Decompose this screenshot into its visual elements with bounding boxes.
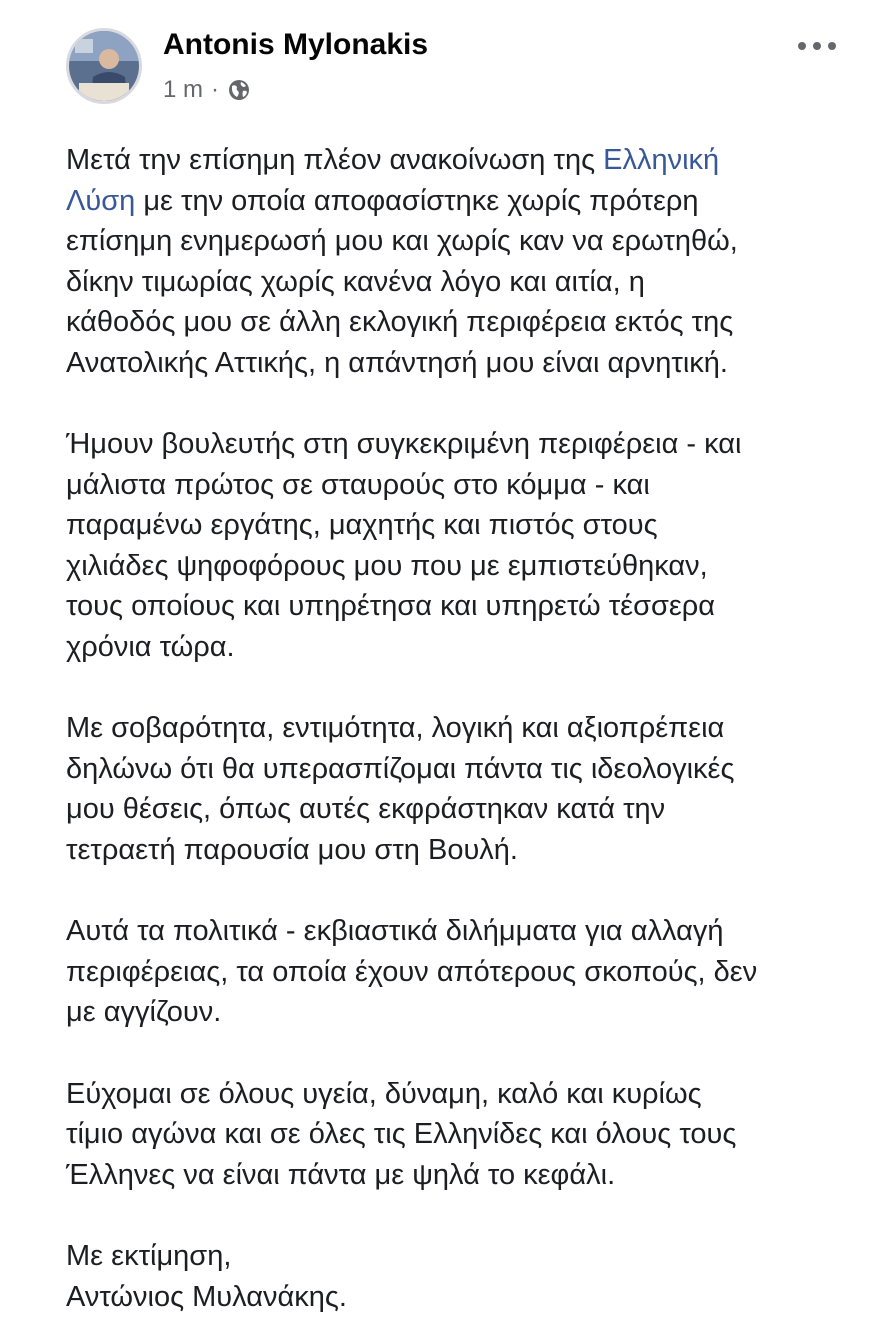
post-line: [66, 546, 856, 587]
line-text: Με σοβαρότητα, εντιμότητα, λογική και αξιοπρέπεια: [66, 712, 725, 744]
author-name[interactable]: Antonis Mylonakis: [163, 28, 429, 61]
line-text: επίσημη ενημερωσή μου και χωρίς καν να ερωτηθώ,: [66, 225, 738, 257]
line-text: χρόνια τώρα.: [66, 630, 235, 663]
globe-icon[interactable]: [227, 78, 251, 102]
post-line: [66, 140, 856, 181]
post-header: [66, 26, 880, 116]
post-line: [66, 992, 856, 1033]
post-line: [66, 1155, 856, 1196]
line-text: Έλληνες να είναι πάντα με ψηλά το κεφάλι.: [66, 1158, 616, 1191]
post-line: [66, 789, 856, 830]
post-line: [66, 952, 856, 993]
post-line: [66, 221, 856, 262]
line-text: Ήμουν βουλευτής στη συγκεκριμένη περιφέρεια - και: [66, 428, 742, 460]
post-line: [66, 1236, 856, 1277]
post-line: [66, 505, 856, 546]
post-paragraph: [66, 1236, 856, 1317]
line-text: μάλιστα πρώτος σε σταυρούς στο κόμμα - και: [66, 468, 650, 501]
post-line: [66, 1114, 856, 1155]
post-paragraph: [66, 140, 856, 383]
post-line: [66, 586, 856, 627]
line-text: δηλώνω ότι θα υπερασπίζομαι πάντα τις ιδεολογικές: [66, 752, 735, 785]
post-paragraph: [66, 708, 856, 870]
line-text: Αυτά τα πολιτικά - εκβιαστικά διλήμματα για αλλαγή: [66, 915, 724, 947]
meta-separator: ·: [211, 76, 220, 103]
line-text: Μετά την επίσημη πλέον ανακοίνωση της: [66, 144, 604, 176]
avatar-photo-icon: [69, 31, 139, 101]
post-paragraph: [66, 911, 856, 1033]
avatar[interactable]: [66, 28, 142, 104]
post-line: [66, 424, 856, 465]
line-text: τετραετή παρουσία μου στη Βουλή.: [66, 833, 518, 866]
line-text: Αντώνιος Μυλανάκης.: [66, 1280, 347, 1313]
line-text: δίκην τιμωρίας χωρίς κανένα λόγο και αιτία, η: [66, 265, 645, 298]
post-line: [66, 302, 856, 343]
post-line: [66, 749, 856, 790]
post-line: [66, 343, 856, 384]
dot-icon: [828, 42, 836, 50]
line-text: τους οποίους και υπηρέτησα και υπηρετώ τέσσερα: [66, 590, 716, 622]
line-text: παραμένω εργάτης, μαχητής και πιστός στους: [66, 509, 658, 541]
page-mention-link[interactable]: Λύση: [66, 184, 136, 217]
post-timestamp[interactable]: 1 m: [163, 76, 204, 103]
line-text: μου θέσεις, όπως αυτές εκφράστηκαν κατά την: [66, 793, 666, 825]
line-text: με την οποία αποφασίστηκε χωρίς πρότερη: [135, 184, 699, 217]
dot-icon: [798, 42, 806, 50]
line-text: με αγγίζουν.: [66, 996, 222, 1028]
more-options-icon[interactable]: [798, 36, 836, 56]
post-line: [66, 627, 856, 668]
post-line: [66, 181, 856, 222]
post-line: [66, 465, 856, 506]
post-line: [66, 1277, 856, 1318]
dot-icon: [813, 42, 821, 50]
line-text: τίμιο αγώνα και σε όλες τις Ελληνίδες και όλους τους: [66, 1118, 737, 1150]
line-text: Ανατολικής Αττικής, η απάντησή μου είναι αρνητική.: [66, 346, 728, 379]
line-text: κάθοδός μου σε άλλη εκλογική περιφέρεια εκτός της: [66, 306, 734, 338]
post-meta: [163, 76, 251, 104]
post-body: [66, 140, 856, 1336]
post-paragraph: [66, 1074, 856, 1196]
page-mention-link[interactable]: Ελληνική: [603, 144, 720, 176]
post-line: [66, 830, 856, 871]
post-paragraph: [66, 424, 856, 667]
line-text: Με εκτίμηση,: [66, 1240, 232, 1272]
post-line: [66, 708, 856, 749]
post-line: [66, 262, 856, 303]
post-line: [66, 911, 856, 952]
line-text: χιλιάδες ψηφοφόρους μου που με εμπιστεύθηκαν,: [66, 549, 708, 582]
line-text: περιφέρειας, τα οποία έχουν απότερους σκοπούς, δεν: [66, 955, 758, 988]
post-line: [66, 1074, 856, 1115]
line-text: Εύχομαι σε όλους υγεία, δύναμη, καλό και κυρίως: [66, 1077, 702, 1110]
